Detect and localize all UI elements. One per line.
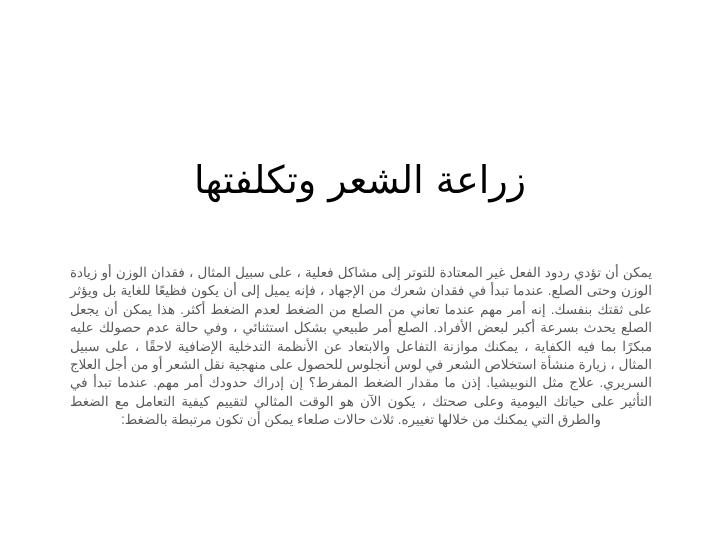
- slide-body-text: يمكن أن تؤدي ردود الفعل غير المعتادة للتوتر إلى مشاكل فعلية ، على سبيل المثال ، فقدان الوزن أو زيادة الوزن وحتى الصلع. عندما تبدأ في فقدان شعرك من الإجهاد ، فإنه يميل إلى أن يكون فظيعًا للغاية بل ويؤثر على ثقتك بنفسك. إنه أمر مهم عندما تعاني من الصلع من الضغط لعدم الضغط أكثر. هذا يمكن أن يجعل الصلع يحدث بسرعة أكبر لبعض الأفراد. الصلع أمر طبيعي بشكل استثنائي ، وفي حالة عدم حصولك عليه مبكرًا بما فيه الكفاية ، يمكنك موازنة التفاعل والابتعاد عن الأنظمة التدخلية الإضافية لاحقًا ، على سبيل المثال ، زيارة منشأة استخلاص الشعر في لوس أنجلوس للحصول على منهجية نقل الشعر أو من أجل العلاج السريري. علاج مثل النوبيشيا. إذن ما مقدار الضغط المفرط؟ إن إدراك حدودك أمر مهم. عندما تبدأ في التأثير على حياتك اليومية وعلى صحتك ، يكون الآن هو الوقت المثالي لتقييم كيفية التعامل مع الضغط والطرق التي يمكنك من خلالها تغييره. ثلاث حالات صلعاء يمكن أن تكون مرتبطة بالضغط:: [70, 265, 652, 428]
- slide-title: زراعة الشعر وتكلفتها: [193, 158, 527, 202]
